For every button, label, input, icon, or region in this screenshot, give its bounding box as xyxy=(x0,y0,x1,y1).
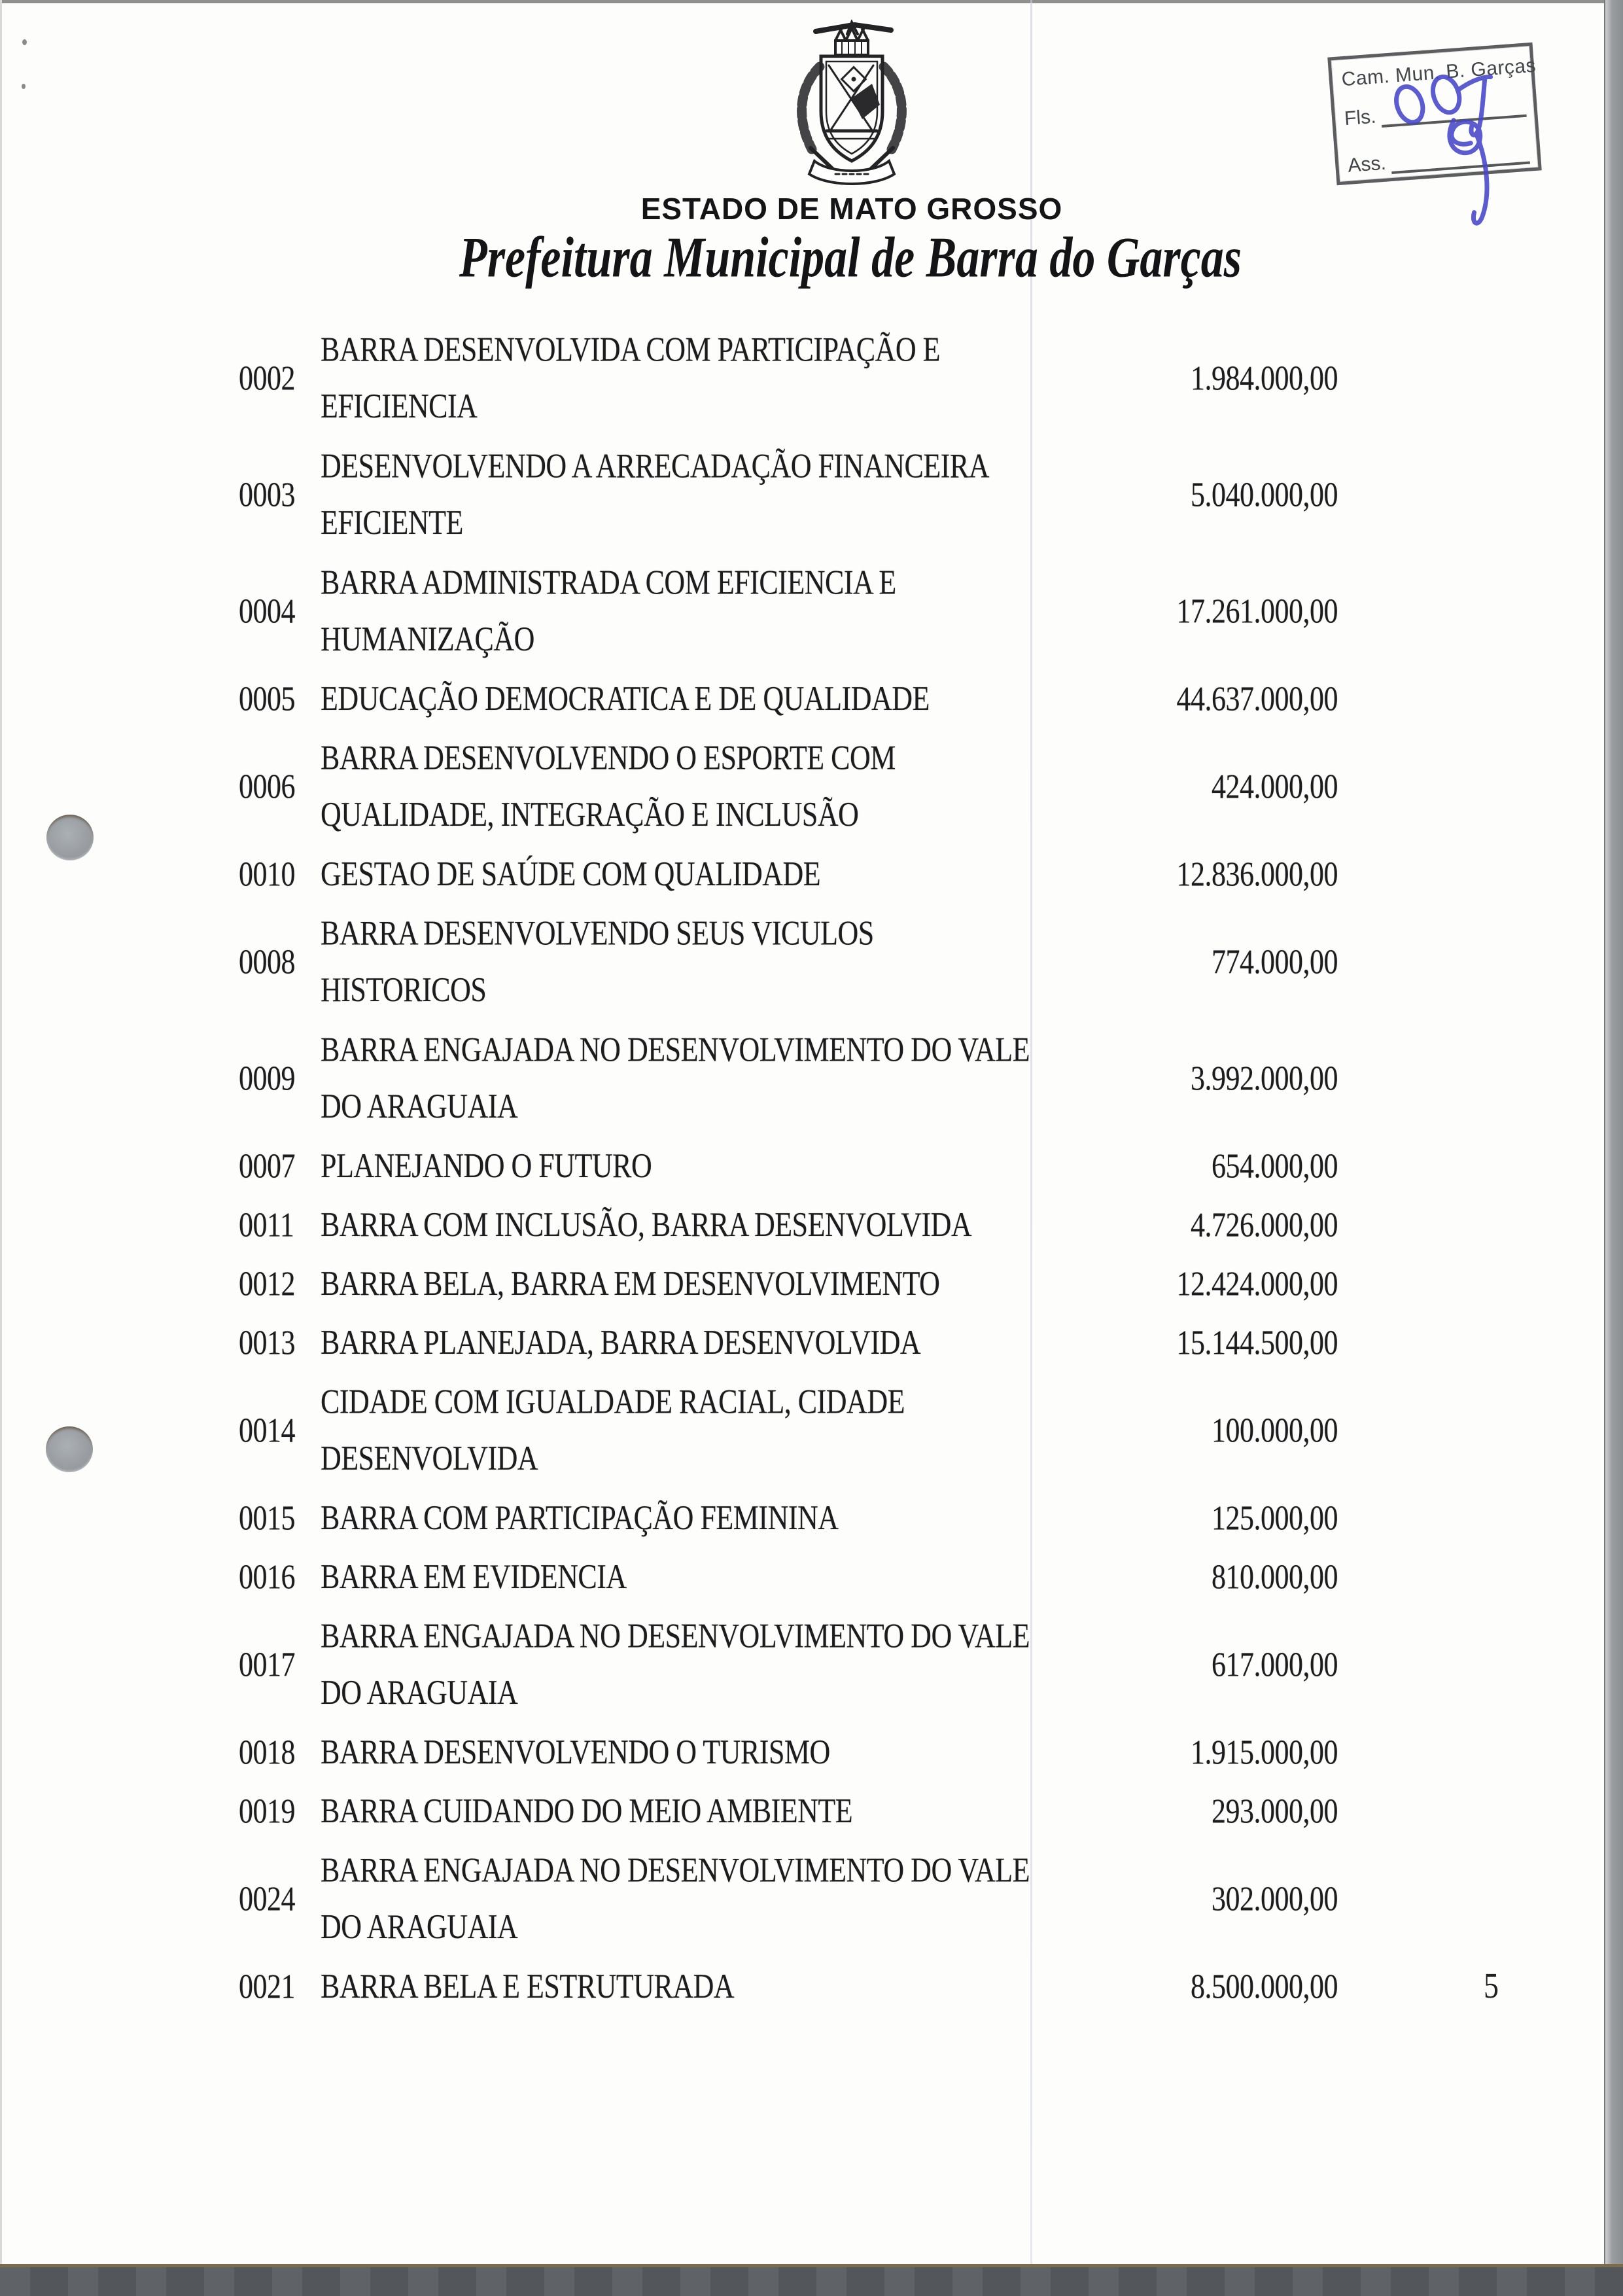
description-line: HUMANIZAÇÃO xyxy=(321,620,534,658)
table-row xyxy=(0,1841,1623,1957)
handwritten-ink xyxy=(1312,22,1579,262)
program-description xyxy=(321,1197,971,1253)
program-description xyxy=(321,1958,734,2015)
description-line: BARRA ENGAJADA NO DESENVOLVIMENTO DO VALE xyxy=(321,1030,1030,1069)
program-description xyxy=(321,1549,627,1605)
program-code: 0013 xyxy=(239,1323,295,1362)
description-line: PLANEJANDO O FUTURO xyxy=(321,1146,652,1185)
table-row xyxy=(0,1137,1623,1195)
program-code: 0008 xyxy=(239,942,295,981)
program-description xyxy=(321,1022,1030,1135)
table-row xyxy=(0,728,1623,845)
description-line: BARRA PLANEJADA, BARRA DESENVOLVIDA xyxy=(321,1323,921,1362)
table-row xyxy=(0,1372,1623,1489)
description-line: BARRA DESENVOLVIDA COM PARTICIPAÇÃO E xyxy=(321,330,941,369)
program-code: 0017 xyxy=(239,1645,295,1684)
program-description xyxy=(321,1783,852,1839)
description-line: BARRA BELA, BARRA EM DESENVOLVIMENTO xyxy=(321,1264,940,1303)
description-line: BARRA COM PARTICIPAÇÃO FEMININA xyxy=(321,1498,839,1537)
program-budget-table xyxy=(0,320,1623,2016)
program-description xyxy=(321,730,896,843)
program-value: 810.000,00 xyxy=(1212,1557,1338,1597)
description-line: CIDADE COM IGUALDADE RACIAL, CIDADE xyxy=(321,1382,905,1421)
program-description xyxy=(321,1374,905,1487)
signature-icon xyxy=(1448,118,1491,225)
coat-of-arms-icon xyxy=(790,20,914,196)
program-code: 0007 xyxy=(239,1146,295,1186)
program-code: 0005 xyxy=(239,679,295,718)
program-value: 293.000,00 xyxy=(1212,1792,1338,1831)
program-description xyxy=(321,1843,1030,1956)
program-value: 774.000,00 xyxy=(1212,942,1338,981)
program-value: 5.040.000,00 xyxy=(1191,475,1338,514)
program-value: 617.000,00 xyxy=(1212,1645,1338,1684)
description-line: BARRA DESENVOLVENDO O ESPORTE COM xyxy=(321,738,896,777)
description-line: HISTORICOS xyxy=(321,970,487,1009)
program-code: 0004 xyxy=(239,592,295,631)
program-code: 0009 xyxy=(239,1059,295,1098)
table-row xyxy=(0,1195,1623,1254)
description-line: BARRA DESENVOLVENDO O TURISMO xyxy=(321,1733,830,1771)
description-line: DO ARAGUAIA xyxy=(321,1673,518,1712)
program-value: 44.637.000,00 xyxy=(1176,679,1338,718)
program-value: 12.836.000,00 xyxy=(1176,855,1338,894)
program-code: 0014 xyxy=(239,1411,295,1450)
program-value: 15.144.500,00 xyxy=(1176,1323,1338,1362)
program-value: 8.500.000,00 xyxy=(1191,1967,1338,2006)
program-value: 1.984.000,00 xyxy=(1191,359,1338,398)
program-value: 1.915.000,00 xyxy=(1191,1733,1338,1772)
description-line: EFICIENCIA xyxy=(321,387,478,425)
program-value: 17.261.000,00 xyxy=(1176,592,1338,631)
table-row xyxy=(0,436,1623,553)
program-value: 100.000,00 xyxy=(1212,1411,1338,1450)
description-line: BARRA ENGAJADA NO DESENVOLVIMENTO DO VALE xyxy=(321,1850,1030,1890)
stamp-fls-label: Fls. xyxy=(1343,105,1377,130)
program-code: 0018 xyxy=(239,1733,295,1772)
description-line: BARRA ENGAJADA NO DESENVOLVIMENTO DO VALE xyxy=(321,1616,1030,1655)
page-number: 5 xyxy=(1484,1965,1499,2006)
description-line: EDUCAÇÃO DEMOCRATICA E DE QUALIDADE xyxy=(321,679,930,718)
program-code: 0002 xyxy=(239,359,295,398)
program-code: 0003 xyxy=(239,475,295,514)
program-description xyxy=(321,1138,652,1194)
table-row xyxy=(0,1782,1623,1841)
table-row xyxy=(0,1313,1623,1372)
description-line: DO ARAGUAIA xyxy=(321,1907,518,1946)
description-line: DESENVOLVENDO A ARRECADAÇÃO FINANCEIRA xyxy=(321,446,990,486)
program-code: 0012 xyxy=(239,1264,295,1303)
program-description xyxy=(321,1608,1030,1722)
description-line: BARRA ADMINISTRADA COM EFICIENCIA E xyxy=(321,563,896,602)
table-row xyxy=(0,1723,1623,1782)
program-description xyxy=(321,322,940,435)
stamp-institution-label: Cam. Mun. B. Garças xyxy=(1340,54,1537,91)
description-line: BARRA CUIDANDO DO MEIO AMBIENTE xyxy=(321,1792,853,1830)
program-code: 0015 xyxy=(239,1498,295,1538)
program-description xyxy=(321,906,874,1019)
table-row xyxy=(0,845,1623,904)
program-code: 0010 xyxy=(239,855,295,894)
scan-edge-top xyxy=(0,0,1623,3)
table-row xyxy=(0,669,1623,728)
program-value: 654.000,00 xyxy=(1212,1146,1338,1186)
table-row xyxy=(0,1489,1623,1547)
description-line: BARRA COM INCLUSÃO, BARRA DESENVOLVIDA xyxy=(321,1205,972,1244)
description-line: DESENVOLVIDA xyxy=(321,1439,538,1477)
table-row xyxy=(0,1020,1623,1137)
scan-speck xyxy=(22,39,27,45)
program-value: 302.000,00 xyxy=(1212,1879,1338,1918)
table-row xyxy=(0,1957,1623,2016)
program-value: 4.726.000,00 xyxy=(1191,1205,1338,1245)
program-value: 12.424.000,00 xyxy=(1176,1264,1338,1303)
table-row xyxy=(0,1547,1623,1606)
program-code: 0016 xyxy=(239,1557,295,1597)
program-description xyxy=(321,1315,920,1371)
state-heading: ESTADO DE MATO GROSSO xyxy=(640,192,1063,226)
program-description xyxy=(321,438,989,552)
table-row xyxy=(0,1254,1623,1313)
program-description xyxy=(321,1724,830,1780)
program-code: 0024 xyxy=(239,1879,295,1918)
program-code: 0019 xyxy=(239,1792,295,1831)
program-code: 0011 xyxy=(239,1205,294,1245)
program-value: 424.000,00 xyxy=(1212,767,1338,806)
description-line: BARRA EM EVIDENCIA xyxy=(321,1557,627,1596)
description-line: QUALIDADE, INTEGRAÇÃO E INCLUSÃO xyxy=(321,795,859,834)
scan-speck xyxy=(22,84,26,89)
document-title: Prefeitura Municipal de Barra do Garças xyxy=(459,226,1242,290)
program-description xyxy=(321,1490,839,1546)
description-line: EFICIENTE xyxy=(321,503,463,542)
program-code: 0021 xyxy=(239,1967,295,2006)
program-value: 3.992.000,00 xyxy=(1191,1059,1338,1098)
program-code: 0006 xyxy=(239,767,295,806)
description-line: BARRA BELA E ESTRUTURADA xyxy=(321,1967,735,2005)
scan-edge-bottom xyxy=(0,2264,1623,2296)
program-description xyxy=(321,555,896,668)
program-description xyxy=(321,1256,939,1312)
table-row xyxy=(0,904,1623,1020)
program-description xyxy=(321,671,930,727)
table-row xyxy=(0,1606,1623,1723)
description-line: BARRA DESENVOLVENDO SEUS VICULOS xyxy=(321,913,874,953)
table-row xyxy=(0,553,1623,669)
description-line: GESTAO DE SAÚDE COM QUALIDADE xyxy=(321,855,821,893)
description-line: DO ARAGUAIA xyxy=(321,1087,518,1125)
table-row xyxy=(0,320,1623,436)
program-description xyxy=(321,846,820,902)
stamp-ass-label: Ass. xyxy=(1347,152,1387,177)
program-value: 125.000,00 xyxy=(1212,1498,1338,1538)
